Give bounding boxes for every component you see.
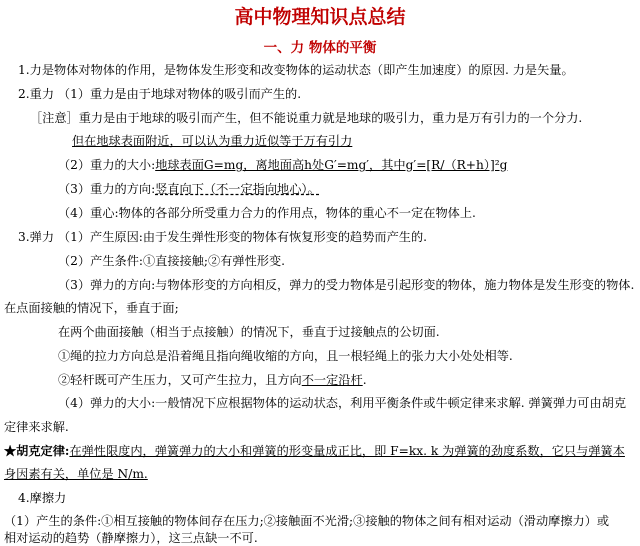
gravity-magnitude-label: （2）重力的大小: bbox=[58, 158, 156, 172]
light-rod bbox=[58, 372, 367, 388]
friction-conditions-continued: 相对运动的趋势（静摩擦力），这三点缺一不可. bbox=[4, 531, 258, 545]
elastic-direction: （3）弹力的方向:与物体形变的方向相反，弹力的受力物体是引起形变的物体，施力物体是发生形变的物体. bbox=[58, 278, 635, 292]
rope-tension: ①绳的拉力方向总是沿着绳且指向绳收缩的方向，且一根轻绳上的张力大小处处相等. bbox=[58, 349, 513, 363]
hookes-law-label: ★胡克定律: bbox=[4, 444, 70, 458]
hookes-law bbox=[4, 443, 625, 459]
point-3-elastic-force: 3.弹力 （1）产生原因:由于发生弹性形变的物体有恢复形变的趋势而产生的. bbox=[18, 230, 428, 244]
page-title: 高中物理知识点总结 bbox=[234, 6, 406, 28]
elastic-direction-curved-contact: 在两个曲面接触（相当于点接触）的情况下，垂直于过接触点的公切面. bbox=[58, 325, 440, 339]
hookes-law-text: 在弹性限度内，弹簧弹力的大小和弹簧的形变量成正比，即 F=kx. k 为弹簧的劲度系数，它只与弹簧本 bbox=[69, 444, 625, 458]
gravity-direction-label: （3）重力的方向: bbox=[58, 182, 156, 196]
center-of-gravity: （4）重心:物体的各部分所受重力合力的作用点，物体的重心不一定在物体上. bbox=[58, 206, 476, 220]
elastic-direction-point-contact: 在点面接触的情况下，垂直于面; bbox=[4, 301, 179, 315]
gravity-note: ［注意］重力是由于地球的吸引而产生，但不能说重力就是地球的吸引力，重力是万有引力的一个分力. bbox=[30, 111, 583, 125]
point-1-force: 1.力是物体对物体的作用，是物体发生形变和改变物体的运动状态（即产生加速度）的原因. 力是矢量。 bbox=[18, 63, 574, 77]
point-4-friction: 4.摩擦力 bbox=[18, 491, 67, 505]
gravity-direction bbox=[58, 181, 320, 197]
elastic-magnitude-continued: 定律来求解. bbox=[4, 420, 69, 434]
section-heading: 一、力 物体的平衡 bbox=[263, 40, 377, 56]
light-rod-emphasis: 不一定沿杆 bbox=[301, 373, 363, 387]
gravity-magnitude-formula: 地球表面G=mg，离地面高h处G′=mg′，其中g′=[R/（R+h）]²g bbox=[155, 158, 508, 172]
elastic-magnitude: （4）弹力的大小:一般情况下应根据物体的运动状态，利用平衡条件或牛顿定律来求解. 弹簧弹力可由胡克 bbox=[58, 396, 627, 410]
gravity-note-continued: 但在地球表面附近，可以认为重力近似等于万有引力 bbox=[72, 134, 353, 148]
light-rod-end: . bbox=[362, 373, 367, 387]
hookes-law-continued: 身因素有关，单位是 N/m. bbox=[4, 467, 148, 481]
point-2-gravity: 2.重力 （1）重力是由于地球对物体的吸引而产生的. bbox=[18, 87, 302, 101]
elastic-conditions: （2）产生条件:①直接接触;②有弹性形变. bbox=[58, 254, 286, 268]
gravity-direction-text: 竖直向下（不一定指向地心）。 bbox=[155, 182, 320, 196]
gravity-magnitude bbox=[58, 157, 507, 173]
friction-conditions: （1）产生的条件:①相互接触的物体间存在压力;②接触面不光滑;③接触的物体之间有相对运动（滑动摩擦力）或 bbox=[4, 514, 610, 528]
light-rod-text: ②轻杆既可产生压力，又可产生拉力，且方向 bbox=[58, 373, 302, 387]
